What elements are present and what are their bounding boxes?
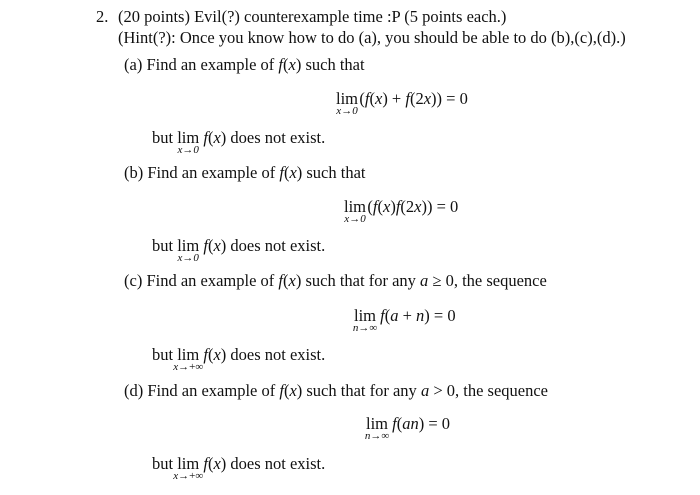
part-a-label: (a) <box>124 55 143 74</box>
part-b-label: (b) <box>124 163 144 182</box>
part-d-prompt: (d) Find an example of f(x) such that for any a > 0, the sequence <box>124 381 548 400</box>
part-d-label: (d) <box>124 381 144 400</box>
part-d-equation: lim n→∞ f(an) = 0 <box>364 414 451 442</box>
part-c-equation: lim n→∞ f(a + n) = 0 <box>352 306 456 334</box>
part-c-condition: but lim x→+∞ f(x) does not exist. <box>152 345 326 373</box>
part-c-prompt: (c) Find an example of f(x) such that for any a ≥ 0, the sequence <box>124 271 547 290</box>
problem-header: (20 points) Evil(?) counterexample time :P (5 points each.) <box>118 7 507 26</box>
part-a-equation: lim x→0 (f(x) + f(2x)) = 0 <box>336 89 468 117</box>
problem-number: 2. <box>96 7 109 26</box>
problem-hint: (Hint(?): Once you know how to do (a), you should be able to do (b),(c),(d).) <box>118 28 626 47</box>
part-d-condition: but lim x→+∞ f(x) does not exist. <box>152 454 326 482</box>
part-c-label: (c) <box>124 271 143 290</box>
part-b-equation: lim x→0 (f(x)f(2x)) = 0 <box>344 197 459 225</box>
part-b-condition: but lim x→0 f(x) does not exist. <box>152 236 326 264</box>
part-a-prompt: (a) Find an example of f(x) such that <box>124 55 365 74</box>
part-a-condition: but lim x→0 f(x) does not exist. <box>152 128 326 156</box>
part-b-prompt: (b) Find an example of f(x) such that <box>124 163 366 182</box>
